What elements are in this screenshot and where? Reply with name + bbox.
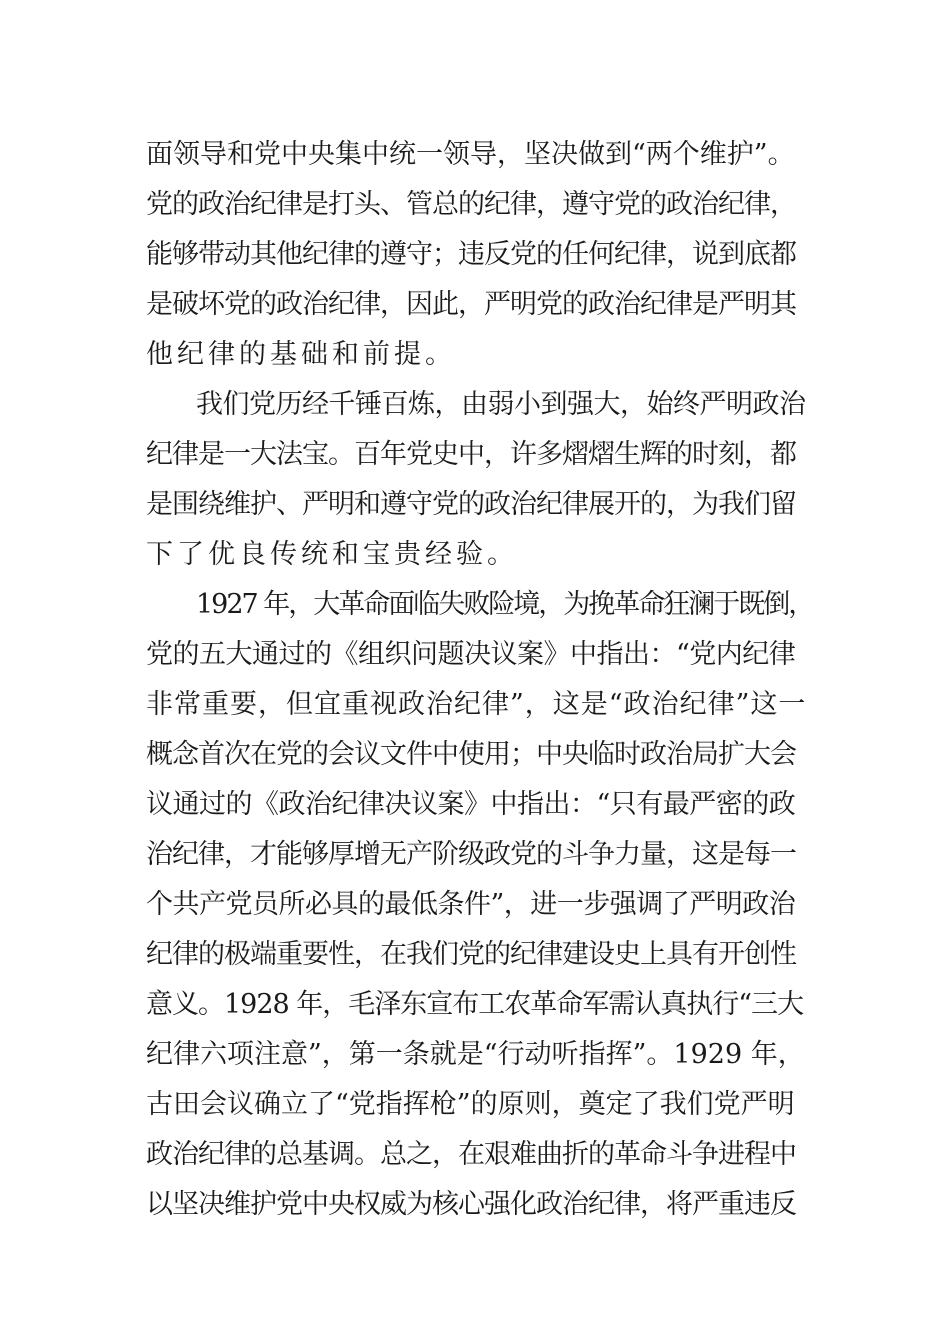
text-line: 意义。1928 年，毛泽东宣布工农革命军需认真执行“三大 <box>146 989 804 1020</box>
text-line: 他纪律的基础和前提。 <box>146 339 456 370</box>
text-line: 党的五大通过的《组织问题决议案》中指出：“党内纪律 <box>146 639 796 670</box>
paragraph-first-line: 1927 年，大革命面临失败险境，为挽革命狂澜于既倒， <box>196 589 814 620</box>
text-line: 以坚决维护党中央权威为核心强化政治纪律，将严重违反 <box>146 1189 796 1220</box>
text-line: 概念首次在党的会议文件中使用；中央临时政治局扩大会 <box>146 739 796 770</box>
text-line: 是围绕维护、严明和遵守党的政治纪律展开的，为我们留 <box>146 489 796 520</box>
text-line: 下了优良传统和宝贵经验。 <box>146 539 518 570</box>
text-line: 政治纪律的总基调。总之，在艰难曲折的革命斗争进程中 <box>146 1139 796 1170</box>
text-line: 治纪律，才能够厚增无产阶级政党的斗争力量，这是每一 <box>146 839 796 870</box>
text-line: 古田会议确立了“党指挥枪”的原则，奠定了我们党严明 <box>146 1089 795 1120</box>
text-line: 纪律的极端重要性，在我们党的纪律建设史上具有开创性 <box>146 939 796 970</box>
text-line: 能够带动其他纪律的遵守；违反党的任何纪律，说到底都 <box>146 239 796 270</box>
text-line: 议通过的《政治纪律决议案》中指出：“只有最严密的政 <box>146 789 796 820</box>
text-line: 个共产党员所必具的最低条件”，进一步强调了严明政治 <box>146 889 796 920</box>
text-line: 非常重要，但宜重视政治纪律”，这是“政治纪律”这一 <box>146 689 807 720</box>
text-line: 党的政治纪律是打头、管总的纪律，遵守党的政治纪律， <box>146 189 796 220</box>
text-line: 纪律六项注意”，第一条就是“行动听指挥”。1929 年， <box>146 1039 805 1070</box>
text-line: 是破坏党的政治纪律，因此，严明党的政治纪律是严明其 <box>146 289 796 320</box>
text-line: 纪律是一大法宝。百年党史中，许多熠熠生辉的时刻，都 <box>146 439 796 470</box>
text-line: 面领导和党中央集中统一领导，坚决做到“两个维护”。 <box>146 139 795 170</box>
paragraph-first-line: 我们党历经千锤百炼，由弱小到强大，始终严明政治 <box>196 389 806 420</box>
